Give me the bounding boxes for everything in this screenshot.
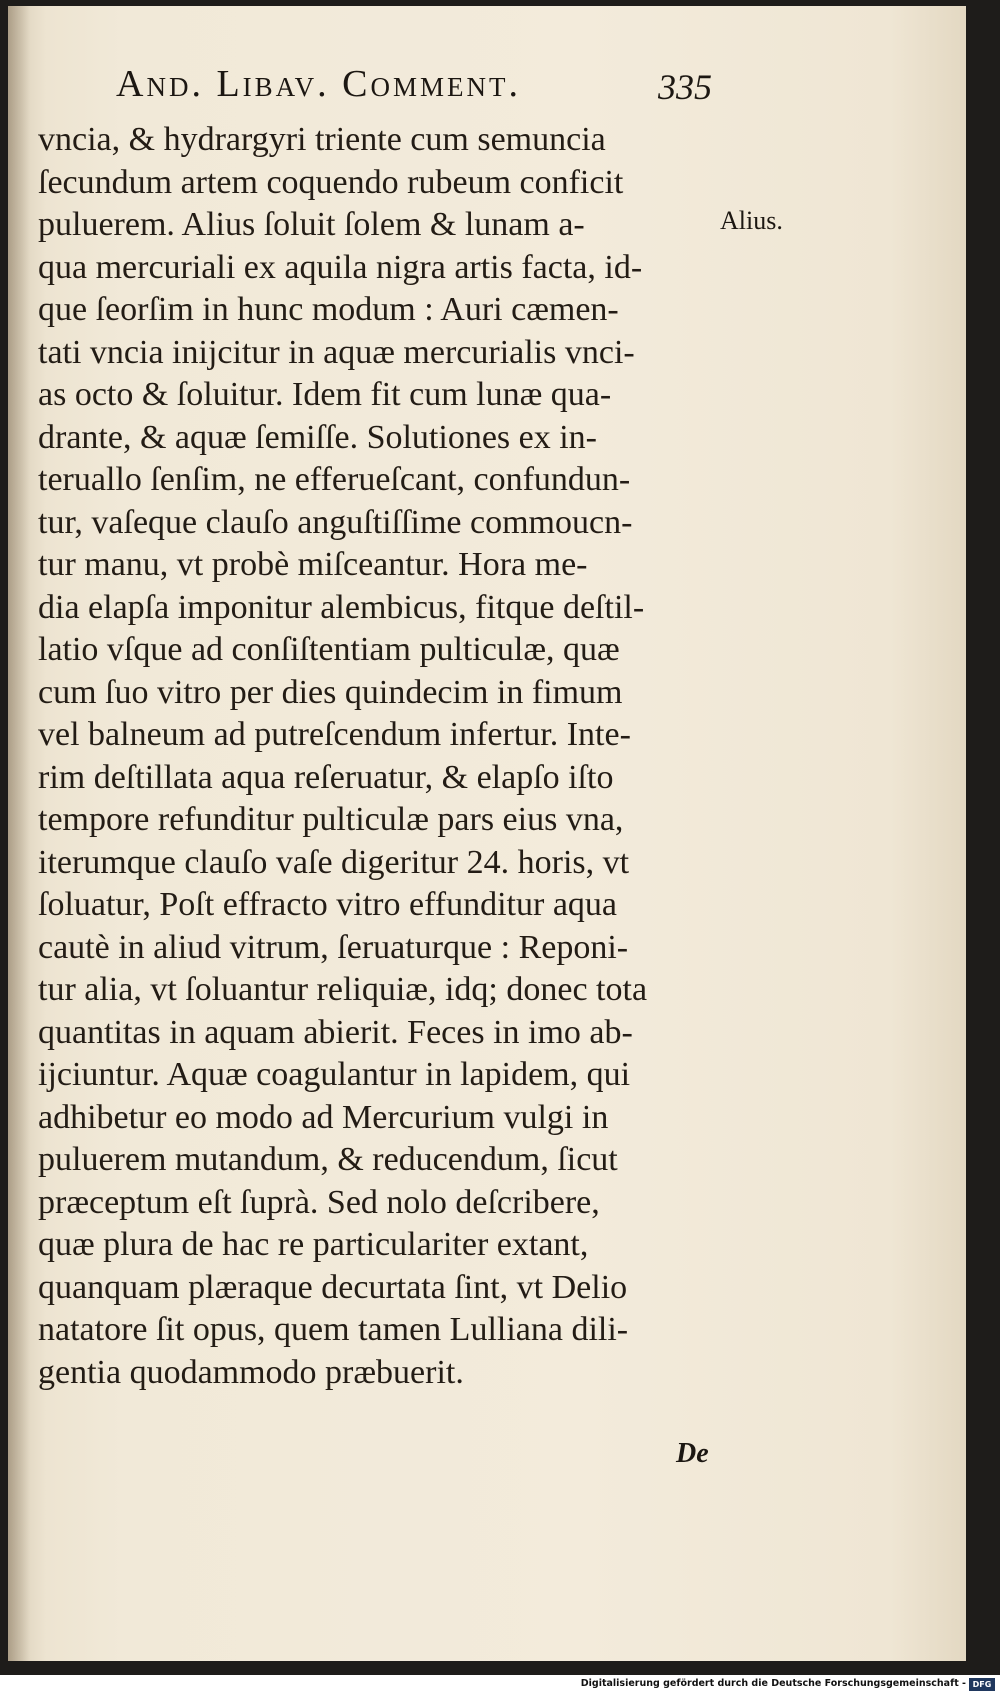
text-line: ſecundum artem coquendo rubeum conficit: [38, 163, 624, 201]
text-line: adhibetur eo modo ad Mercurium vulgi in: [38, 1098, 609, 1136]
page-leaf: [8, 6, 966, 1661]
text-line: tur manu, vt probè miſceantur. Hora me-: [38, 546, 588, 583]
text-line: gentia quodammodo præbuerit.: [38, 1353, 464, 1391]
text-line: teruallo ſenſim, ne efferueſcant, confundun-: [38, 461, 631, 498]
text-line: ſoluatur, Poſt effracto vitro effunditur aqua: [38, 886, 617, 923]
text-line: puluerem. Alius ſoluit ſolem & lunam a-: [38, 206, 585, 243]
text-line: quanquam plæraque decurtata ſint, vt Delio: [38, 1268, 628, 1306]
text-line: tur, vaſeque clauſo anguſtiſſime commoucn-: [38, 503, 633, 541]
text-line: ijciuntur. Aquæ coagulantur in lapidem, qui: [38, 1056, 631, 1093]
marginal-note: Alius.: [720, 206, 783, 235]
text-line: dia elapſa imponitur alembicus, fitque deſtil-: [38, 588, 645, 626]
catchword: De: [676, 1438, 709, 1469]
text-line: drante, & aquæ ſemiſſe. Solutiones ex in-: [38, 418, 598, 456]
page-header: [8, 6, 966, 116]
dfg-logo-icon: DFG: [969, 1678, 995, 1691]
text-line: vncia, & hydrargyri triente cum semuncia: [38, 121, 606, 158]
text-line: latio vſque ad conſiſtentiam pulticulæ, quæ: [38, 631, 620, 668]
text-line: puluerem mutandum, & reducendum, ſicut: [38, 1141, 618, 1178]
text-line: que ſeorſim in hunc modum : Auri cæmen-: [38, 291, 619, 328]
text-line: tati vncia inijcitur in aquæ mercurialis vnci-: [38, 333, 635, 371]
text-line: rim deſtillata aqua reſeruatur, & elapſo iſto: [38, 758, 614, 796]
text-line: cautè in aliud vitrum, ſeruaturque : Reponi-: [38, 928, 629, 966]
text-line: qua mercuriali ex aquila nigra artis facta, id-: [38, 248, 643, 286]
page-number: 335: [658, 67, 712, 107]
body-text: [38, 119, 718, 1394]
text-line: tempore refunditur pulticulæ pars eius vna,: [38, 801, 624, 838]
text-line: præceptum eſt ſuprà. Sed nolo deſcribere,: [38, 1183, 600, 1221]
text-line: as octo & ſoluitur. Idem fit cum lunæ qua-: [38, 376, 612, 413]
running-head: And. Libav. Comment.: [116, 63, 522, 105]
text-line: vel balneum ad putreſcendum infertur. Inte-: [38, 716, 631, 753]
text-line: natatore ſit opus, quem tamen Lulliana dili-: [38, 1311, 629, 1348]
text-line: quæ plura de hac re particulariter extant,: [38, 1226, 589, 1263]
digitization-footer: [0, 1675, 1000, 1695]
text-line: quantitas in aquam abierit. Feces in imo ab-: [38, 1013, 633, 1051]
text-line: iterumque clauſo vaſe digeritur 24. horis, vt: [38, 843, 630, 881]
funding-credit: Digitalisierung gefördert durch die Deutsche Forschungsgemeinschaft -: [580, 1678, 966, 1689]
text-line: tur alia, vt ſoluantur reliquiæ, idq; donec tota: [38, 971, 648, 1008]
text-line: cum ſuo vitro per dies quindecim in fimum: [38, 673, 623, 711]
